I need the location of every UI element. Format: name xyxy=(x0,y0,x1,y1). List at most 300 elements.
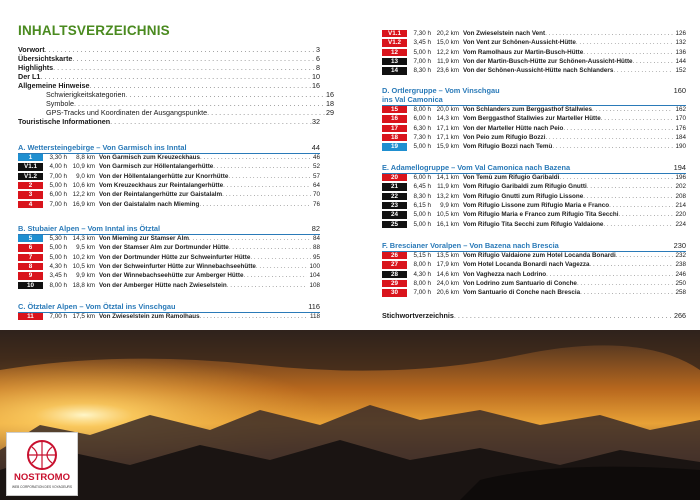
stage-page: 232 xyxy=(675,252,686,259)
leader-dots xyxy=(72,54,316,63)
stage-description: Von Schlanders zum Berggasthof Stallwies xyxy=(463,106,592,113)
stage-number-badge: 10 xyxy=(18,282,43,289)
stage-description: Von der Winnebachseehütte zur Amberger Hütte xyxy=(99,272,244,280)
leader-dots xyxy=(199,201,311,209)
stage-duration: 8,30 h xyxy=(413,192,431,200)
stage-page: 202 xyxy=(675,183,686,191)
toc-entry[interactable] xyxy=(18,63,320,72)
stage-number-badge: 5 xyxy=(18,235,43,242)
stage-number-badge: V1.2 xyxy=(18,173,43,180)
stage-duration: 7,30 h xyxy=(413,133,431,141)
stage-distance: 17,1 km xyxy=(436,124,459,132)
stage-description: Von Lodrino zum Santuario di Conche xyxy=(463,279,577,287)
stage-distance: 10,6 km xyxy=(72,181,95,189)
logo-graphic xyxy=(7,433,77,495)
route-row[interactable] xyxy=(382,106,686,114)
stage-distance: 13,2 km xyxy=(436,192,459,200)
stage-distance: 10,5 km xyxy=(72,262,95,270)
stage-description: Vom Kreuzeckhaus zur Reintalangerhütte xyxy=(99,181,224,189)
stage-description: Von der Schweinfurter Hütte zur Winnebachseehütte xyxy=(99,262,256,270)
stage-distance: 13,5 km xyxy=(436,252,459,259)
stage-page: 176 xyxy=(675,124,686,132)
stage-page: 52 xyxy=(312,163,320,171)
stage-number-badge: 22 xyxy=(382,193,407,200)
toc-entry[interactable] xyxy=(32,108,334,117)
stage-duration: 5,30 h xyxy=(49,235,67,242)
stage-number-badge: 19 xyxy=(382,143,407,150)
stage-duration: 7,00 h xyxy=(49,200,67,208)
stage-page: 184 xyxy=(675,133,686,141)
stage-description: Von der Marteller Hütte nach Peio xyxy=(463,124,564,132)
stage-number-badge: 23 xyxy=(382,202,407,209)
stage-duration: 4,30 h xyxy=(413,270,431,278)
section-page: 160 xyxy=(673,86,686,95)
leader-dots xyxy=(500,86,674,95)
toc-page: 16 xyxy=(312,81,320,90)
toc-label: Highlights xyxy=(18,63,54,72)
section-title: A. Wettersteingebirge – Von Garmisch ins Inntal xyxy=(18,143,187,152)
stage-duration: 7,00 h xyxy=(413,289,431,297)
section-heading[interactable] xyxy=(18,224,320,233)
stage-duration: 3,45 h xyxy=(49,272,67,280)
stage-page: 144 xyxy=(675,57,686,65)
toc-page: 16 xyxy=(326,90,334,99)
stage-number-badge: 30 xyxy=(382,289,407,296)
leader-dots xyxy=(207,108,326,117)
toc-entry[interactable] xyxy=(18,81,320,90)
stage-number-badge: 27 xyxy=(382,261,407,268)
stage-page: 126 xyxy=(675,30,686,37)
stage-duration: 8,00 h xyxy=(413,279,431,287)
stage-number-badge: 1 xyxy=(18,154,43,161)
stage-page: 170 xyxy=(675,115,686,123)
stage-page: 214 xyxy=(675,201,686,209)
route-row[interactable] xyxy=(18,244,320,252)
toc-label: GPS-Tracks und Koordinaten der Ausgangspunkte xyxy=(46,108,208,117)
stage-number-badge: 3 xyxy=(18,191,43,198)
stage-distance: 9,0 km xyxy=(76,172,95,180)
stage-duration: 5,15 h xyxy=(413,252,431,259)
stage-duration: 6,00 h xyxy=(413,174,431,181)
stage-duration: 6,00 h xyxy=(413,115,431,123)
stage-duration: 4,00 h xyxy=(49,163,67,171)
toc-label: Touristische Informationen xyxy=(18,117,111,126)
leader-dots xyxy=(223,182,311,190)
leader-dots xyxy=(546,271,673,279)
stage-description: Von Zwieselstein nach Vent xyxy=(463,30,546,37)
leader-dots xyxy=(580,289,673,297)
stage-duration: 3,30 h xyxy=(49,154,67,161)
stage-description: Vom Rifugio Gnutti zum Rifugio Lissone xyxy=(463,192,584,200)
leader-dots xyxy=(187,143,312,152)
stage-page: 208 xyxy=(675,192,686,200)
route-row[interactable] xyxy=(382,58,686,66)
stage-duration: 7,30 h xyxy=(413,30,431,37)
stage-page: 238 xyxy=(675,261,686,269)
section-heading[interactable] xyxy=(18,143,320,152)
stage-page: 132 xyxy=(675,39,686,47)
section-page: 194 xyxy=(673,163,686,172)
route-row[interactable] xyxy=(18,235,320,243)
stage-page: 100 xyxy=(309,262,320,270)
stage-number-badge: 16 xyxy=(382,115,407,122)
stage-number-badge: 8 xyxy=(18,263,43,270)
stage-description: Vom Hotel Locanda Bonardi nach Vagezza xyxy=(463,261,590,269)
stage-duration: 5,00 h xyxy=(413,211,431,219)
toc-label: Übersichtskarte xyxy=(18,54,73,63)
stage-description: Von Garmisch zum Kreuzeckhaus xyxy=(99,154,201,161)
leader-dots xyxy=(222,191,311,199)
stage-number-badge: 24 xyxy=(382,211,407,218)
route-row[interactable] xyxy=(18,263,320,271)
leader-dots xyxy=(618,211,673,219)
section-heading[interactable] xyxy=(382,241,686,250)
route-row[interactable] xyxy=(382,252,686,260)
leader-dots xyxy=(176,302,309,311)
stage-page: 152 xyxy=(675,67,686,75)
stage-number-badge: 12 xyxy=(382,49,407,56)
stage-page: 46 xyxy=(312,154,320,161)
leader-dots xyxy=(200,154,311,162)
stage-description: Von Temù zum Rifugio Garibaldi xyxy=(463,174,560,181)
stage-number-badge: V1.1 xyxy=(18,163,43,170)
stage-page: 88 xyxy=(312,244,320,252)
leader-dots xyxy=(633,58,674,66)
stage-description: Von der Höllentalangerhütte zur Knorrhütte xyxy=(99,172,229,180)
section-page: 44 xyxy=(311,143,320,152)
stage-distance: 20,2 km xyxy=(436,30,459,37)
toc-page: 3 xyxy=(316,45,320,54)
stage-page: 57 xyxy=(312,172,320,180)
route-row[interactable] xyxy=(382,67,686,75)
stage-distance: 14,3 km xyxy=(72,235,95,242)
stage-duration: 5,00 h xyxy=(49,181,67,189)
stage-duration: 8,00 h xyxy=(413,261,431,269)
leader-dots xyxy=(227,282,308,290)
leader-dots xyxy=(559,241,674,250)
index-entry[interactable] xyxy=(382,311,686,320)
leader-dots xyxy=(603,221,673,229)
stage-distance: 15,9 km xyxy=(436,143,459,151)
stage-distance: 23,6 km xyxy=(436,67,459,75)
stage-distance: 9,9 km xyxy=(76,272,95,280)
route-row[interactable] xyxy=(382,202,686,210)
stage-distance: 17,5 km xyxy=(72,313,95,320)
leader-dots xyxy=(590,261,674,269)
stage-description: Vom Berggasthof Stallwies zur Marteller Hütte xyxy=(463,115,601,123)
stage-description: Von Vaghezza nach Lodrino xyxy=(463,270,547,278)
stage-description: Von der Dortmunder Hütte zur Schweinfurter Hütte xyxy=(99,253,251,261)
index-label: Stichwortverzeichnis xyxy=(382,311,454,320)
stage-duration: 4,30 h xyxy=(49,262,67,270)
stage-number-badge: 4 xyxy=(18,201,43,208)
stage-page: 95 xyxy=(312,253,320,261)
route-row[interactable] xyxy=(382,174,686,182)
section-title: D. Ortlergruppe – Vom Vinschgau xyxy=(382,86,500,95)
route-row[interactable] xyxy=(382,271,686,279)
stage-duration: 5,00 h xyxy=(413,143,431,151)
route-row[interactable] xyxy=(382,261,686,269)
stage-description: Von der Stamser Alm zur Dortmunder Hütte xyxy=(99,244,229,252)
sunset-photo xyxy=(0,330,700,500)
leader-dots xyxy=(545,30,673,38)
section-heading[interactable] xyxy=(382,163,686,172)
route-row[interactable] xyxy=(382,39,686,47)
stage-distance: 15,0 km xyxy=(436,39,459,47)
stage-page: 250 xyxy=(675,279,686,287)
stage-number-badge: 21 xyxy=(382,183,407,190)
stage-description: Vom Santuario di Conche nach Brescia xyxy=(463,289,581,297)
toc-page: 32 xyxy=(312,117,320,126)
section-heading[interactable] xyxy=(18,302,320,311)
stage-description: Vom Rifugio Bozzi nach Temù xyxy=(463,143,553,151)
stage-page: 246 xyxy=(675,270,686,278)
route-row[interactable] xyxy=(382,125,686,133)
route-row[interactable] xyxy=(382,211,686,219)
section-title: F. Brescianer Voralpen – Von Bazena nach Brescia xyxy=(382,241,559,250)
leader-dots xyxy=(160,224,312,233)
leader-dots xyxy=(110,117,312,126)
route-row[interactable] xyxy=(382,143,686,151)
stage-number-badge: 7 xyxy=(18,254,43,261)
stage-number-badge: 11 xyxy=(18,313,43,320)
toc-entry[interactable] xyxy=(18,72,320,81)
toc-entry[interactable] xyxy=(18,117,320,126)
stage-page: 136 xyxy=(675,48,686,56)
leader-dots xyxy=(74,99,326,108)
route-row[interactable] xyxy=(18,154,320,162)
logo-tagline: WEB CORPORATION DES VOYAGEURS xyxy=(12,485,72,489)
leader-dots xyxy=(583,49,673,57)
toc-label: Vorwort xyxy=(18,45,45,54)
leader-dots xyxy=(587,183,674,191)
toc-page: 29 xyxy=(326,108,334,117)
stage-number-badge: V1.1 xyxy=(382,30,407,37)
stage-distance: 16,9 km xyxy=(72,200,95,208)
section-title: E. Adamellogruppe – Vom Val Camonica nach Bazena xyxy=(382,163,571,172)
stage-number-badge: 29 xyxy=(382,280,407,287)
route-row[interactable] xyxy=(18,272,320,280)
leader-dots xyxy=(256,263,308,271)
logo-brand: NOSTROMO xyxy=(14,472,70,483)
route-row[interactable] xyxy=(382,134,686,142)
section-page: 82 xyxy=(311,224,320,233)
stage-duration: 6,00 h xyxy=(49,191,67,199)
stage-number-badge: 25 xyxy=(382,221,407,228)
leader-dots xyxy=(40,72,312,81)
toc-page: 10 xyxy=(312,72,320,81)
toc-label: Schwierigkeitskategorien xyxy=(46,90,126,99)
stage-description: Vom Rifugio Lissone zum Rifugio Maria e Franco xyxy=(463,201,610,209)
section-title: B. Stubaier Alpen – Vom Inntal ins Ötztal xyxy=(18,224,161,233)
stage-number-badge: 26 xyxy=(382,252,407,259)
route-row[interactable] xyxy=(382,221,686,229)
stage-page: 64 xyxy=(312,181,320,189)
stage-distance: 18,8 km xyxy=(72,281,95,289)
stage-duration: 8,30 h xyxy=(413,67,431,75)
leader-dots xyxy=(45,45,316,54)
publisher-logo[interactable] xyxy=(6,432,78,496)
stage-description: Vom Rifugio Valdaione zum Hotel Locanda Bonardi xyxy=(463,252,616,259)
leader-dots xyxy=(189,235,311,243)
route-row[interactable] xyxy=(382,115,686,123)
stage-distance: 11,9 km xyxy=(437,183,459,191)
leader-dots xyxy=(545,134,673,142)
stage-distance: 8,8 km xyxy=(76,154,95,161)
stage-page: 162 xyxy=(675,106,686,113)
stage-duration: 7,00 h xyxy=(49,172,67,180)
route-row[interactable] xyxy=(18,313,320,321)
stage-distance: 20,6 km xyxy=(436,289,459,297)
stage-duration: 5,00 h xyxy=(49,244,67,252)
stage-distance: 10,9 km xyxy=(72,163,95,171)
section-heading[interactable] xyxy=(382,86,686,95)
leader-dots xyxy=(576,39,674,47)
toc-entry[interactable] xyxy=(18,54,320,63)
toc-label: Der L1 xyxy=(18,72,41,81)
stage-description: Von der Martin-Busch-Hütte zur Schönen-Aussicht-Hütte xyxy=(463,57,633,65)
stage-distance: 10,5 km xyxy=(436,211,459,219)
stage-description: Von Mieming zur Stamser Alm xyxy=(99,235,189,242)
stage-distance: 17,1 km xyxy=(436,133,459,141)
leader-dots xyxy=(577,280,674,288)
stage-description: Von Peio zum Rifugio Bozzi xyxy=(463,133,546,141)
stage-distance: 14,1 km xyxy=(436,174,459,181)
section-page: 116 xyxy=(308,302,320,311)
stage-duration: 8,00 h xyxy=(49,281,67,289)
route-row[interactable] xyxy=(18,282,320,290)
route-row[interactable] xyxy=(382,289,686,297)
stage-distance: 14,6 km xyxy=(436,270,459,278)
stage-page: 190 xyxy=(675,143,686,151)
route-row[interactable] xyxy=(18,191,320,199)
route-row[interactable] xyxy=(382,183,686,191)
route-row[interactable] xyxy=(382,193,686,201)
leader-dots xyxy=(213,163,311,171)
leader-dots xyxy=(559,174,673,182)
stage-distance: 12,2 km xyxy=(72,191,95,199)
leader-dots xyxy=(563,125,673,133)
stage-description: Von der Schönen-Aussicht-Hütte nach Schlanders xyxy=(463,67,614,75)
stage-distance: 14,3 km xyxy=(436,115,459,123)
stage-number-badge: 9 xyxy=(18,272,43,279)
section-title: C. Ötztaler Alpen – Vom Ötztal ins Vinschgau xyxy=(18,302,176,311)
stage-distance: 9,9 km xyxy=(440,201,459,209)
stage-duration: 7,00 h xyxy=(413,57,431,65)
toc-entry[interactable] xyxy=(32,99,334,108)
leader-dots xyxy=(592,106,673,114)
stage-description: Vom Rifugio Tita Secchi zum Rifugio Valdaione xyxy=(463,220,604,228)
stage-description: Vom Ramolhaus zur Martin-Busch-Hütte xyxy=(463,48,584,56)
stage-duration: 5,00 h xyxy=(413,48,431,56)
stage-number-badge: 6 xyxy=(18,244,43,251)
stage-distance: 24,0 km xyxy=(436,279,459,287)
stage-page: 84 xyxy=(312,235,320,242)
stage-number-badge: 15 xyxy=(382,106,407,113)
leader-dots xyxy=(229,244,311,252)
stage-description: Von Zwieselstein zum Ramolhaus xyxy=(99,313,200,320)
toc-entry[interactable] xyxy=(18,45,320,54)
stage-description: Von Vent zur Schönen-Aussicht-Hütte xyxy=(463,39,576,47)
leader-dots xyxy=(613,67,673,75)
stage-number-badge: 28 xyxy=(382,271,407,278)
stage-page: 224 xyxy=(675,220,686,228)
stage-duration: 6,30 h xyxy=(413,124,431,132)
route-row[interactable] xyxy=(18,201,320,209)
section-heading-line2: ins Val Camonica xyxy=(382,95,443,104)
stage-description: Von der Amberger Hütte nach Zwieselstein xyxy=(99,281,227,289)
toc-page: 8 xyxy=(316,63,320,72)
stage-description: Von der Reintalangerhütte zur Gaistalalm xyxy=(99,191,223,199)
leader-dots xyxy=(601,115,674,123)
route-row[interactable] xyxy=(18,173,320,181)
stage-page: 258 xyxy=(675,289,686,297)
stage-page: 220 xyxy=(675,211,686,219)
page-title: INHALTSVERZEICHNIS xyxy=(18,23,170,38)
leader-dots xyxy=(570,163,674,172)
index-page: 266 xyxy=(674,311,686,320)
stage-number-badge: 18 xyxy=(382,134,407,141)
stage-number-badge: 14 xyxy=(382,67,407,74)
stage-duration: 5,00 h xyxy=(413,220,431,228)
leader-dots xyxy=(552,143,673,151)
stage-page: 104 xyxy=(309,272,320,280)
leader-dots xyxy=(609,202,673,210)
stage-distance: 16,1 km xyxy=(436,220,459,228)
stage-duration: 6,15 h xyxy=(413,201,431,209)
stage-number-badge: V1.2 xyxy=(382,39,407,46)
stage-description: Vom Rifugio Maria e Franco zum Rifugio Tita Secchi xyxy=(463,211,619,219)
stage-duration: 6,45 h xyxy=(413,183,431,191)
leader-dots xyxy=(454,311,674,320)
route-row[interactable] xyxy=(382,30,686,38)
stage-page: 108 xyxy=(309,281,320,289)
toc-page: 6 xyxy=(316,54,320,63)
leader-dots xyxy=(250,254,311,262)
route-row[interactable] xyxy=(382,280,686,288)
stage-page: 118 xyxy=(309,313,320,320)
route-row[interactable] xyxy=(18,254,320,262)
leader-dots xyxy=(200,313,308,321)
stage-distance: 17,9 km xyxy=(436,261,459,269)
stage-page: 76 xyxy=(312,200,320,208)
stage-number-badge: 2 xyxy=(18,182,43,189)
stage-description: Vom Rifugio Garibaldi zum Rifugio Gnutti xyxy=(463,183,587,191)
leader-dots xyxy=(126,90,326,99)
leader-dots xyxy=(228,173,311,181)
toc-entry[interactable] xyxy=(32,90,334,99)
stage-duration: 7,00 h xyxy=(49,313,67,320)
stage-number-badge: 20 xyxy=(382,174,407,181)
stage-duration: 8,00 h xyxy=(413,106,431,113)
stage-distance: 9,5 km xyxy=(76,244,95,252)
leader-dots xyxy=(90,81,313,90)
stage-number-badge: 13 xyxy=(382,58,407,65)
leader-dots xyxy=(53,63,316,72)
stage-duration: 3,45 h xyxy=(413,39,431,47)
leader-dots xyxy=(616,252,674,260)
stage-description: Von der Gaistalalm nach Mieming xyxy=(99,200,200,208)
stage-distance: 10,2 km xyxy=(72,253,95,261)
toc-label: Symbole xyxy=(46,99,74,108)
stage-number-badge: 17 xyxy=(382,125,407,132)
stage-distance: 20,0 km xyxy=(436,106,459,113)
route-row[interactable] xyxy=(18,182,320,190)
route-row[interactable] xyxy=(382,49,686,57)
stage-page: 196 xyxy=(675,174,686,181)
stage-duration: 5,00 h xyxy=(49,253,67,261)
route-row[interactable] xyxy=(18,163,320,171)
